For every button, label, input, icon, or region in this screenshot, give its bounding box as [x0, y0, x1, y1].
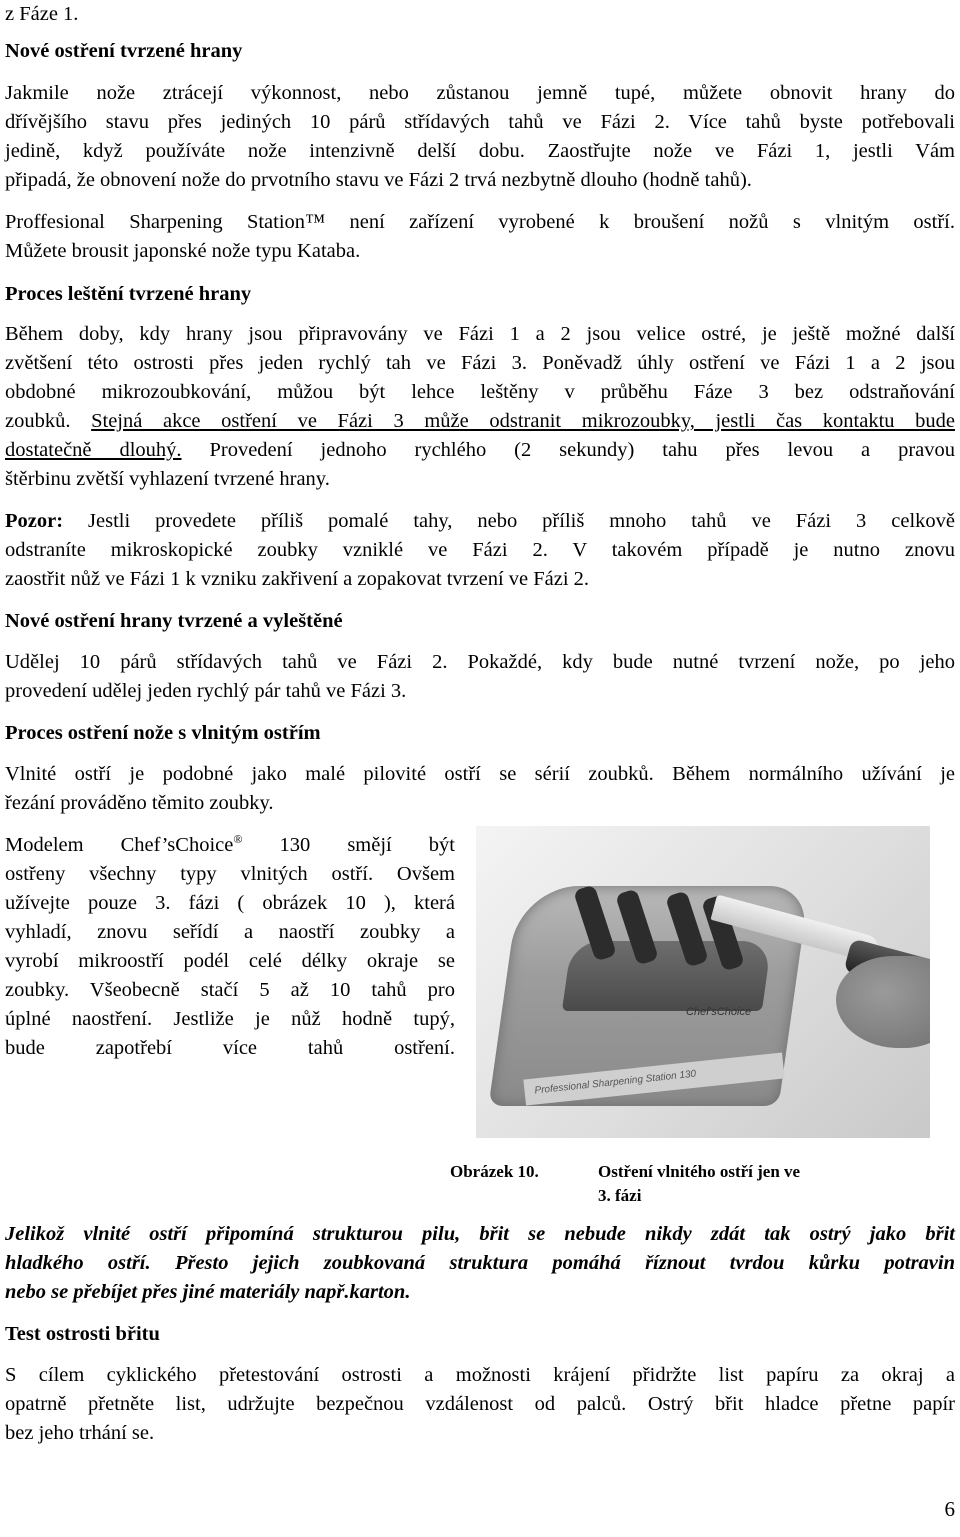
text-line: štěrbinu zvětší vyhlazení tvrzené hrany.: [5, 468, 330, 490]
text-line: [5, 436, 955, 465]
text-line: řezání prováděno těmito zoubky.: [5, 792, 274, 814]
text-line: Udělej 10 párů střídavých tahů ve Fázi 2. Pokaždé, kdy bude nutné tvrzení nože, po jeho: [5, 651, 955, 673]
text-line: obdobné mikrozoubkování, můžou být lehce leštěny v průběhu Fáze 3 bez odstraňování: [5, 381, 955, 403]
text-line: vyhladí, znovu seřídí a naostří zoubky a: [5, 921, 455, 943]
text-line: bez jeho trhání se.: [5, 1422, 155, 1444]
text-line: [5, 407, 955, 436]
text-line: vyrobí mikroostří podél celé délky okraje se: [5, 950, 455, 972]
figure-caption-number: Obrázek 10.: [450, 1162, 539, 1181]
text-line: Můžete brousit japonské nože typu Kataba.: [5, 240, 361, 262]
text-line: S cílem cyklického přetestování ostrosti a možnosti krájení přidržte list papíru za okraj a: [5, 1364, 955, 1386]
text-line: zaostřit nůž ve Fázi 1 k vzniku zakřivení a zopakovat tvrzení ve Fázi 2.: [5, 568, 590, 590]
heading-new-sharpening: Nové ostření tvrzené hrany: [5, 40, 243, 62]
text-line: z Fáze 1.: [5, 3, 79, 25]
text-line: jedině, když používáte nože intenzivně delší dobu. Zaostřujte nože ve Fázi 1, jestli Vám: [5, 140, 955, 162]
text-line: užívejte pouze 3. fázi ( obrázek 10 ), která: [5, 892, 455, 914]
text-line: zoubky. Všeobecně stačí 5 až 10 tahů pro: [5, 979, 455, 1001]
text-segment: Provedení jednoho rychlého (2 sekundy) tahu přes levou a pravou: [181, 439, 955, 461]
underlined-text: Stejná akce ostření ve Fázi 3 může odstranit mikrozoubky, jestli čas kontaktu bude: [91, 410, 955, 432]
text-line: Jelikož vlnité ostří připomíná strukturou pilu, břit se nebude nikdy zdát tak ostrý jako břit: [5, 1223, 955, 1245]
heading-sharpness-test: Test ostrosti břitu: [5, 1323, 160, 1345]
page-number: 6: [944, 1497, 955, 1521]
text-line: Jakmile nože ztrácejí výkonnost, nebo zůstanou jemně tupé, můžete obnovit hrany do: [5, 82, 955, 104]
text-line: provedení udělej jeden rychlý pár tahů ve Fázi 3.: [5, 680, 407, 702]
text-line: připadá, že obnovení nože do prvotního stavu ve Fázi 2 trvá nezbytně dlouho (hodně tahů).: [5, 169, 752, 191]
text-line: dřívějšího stavu přes jediných 10 párů střídavých tahů ve Fázi 2. Více tahů byste potřebovali: [5, 111, 955, 133]
text-line: bude zapotřebí více tahů ostření.: [5, 1037, 455, 1059]
text-segment: Modelem Chef’sChoice: [5, 834, 234, 856]
model-strip: Professional Sharpening Station 130: [523, 1052, 784, 1105]
figure-caption-text: 3. fázi: [598, 1186, 642, 1205]
text-line: [5, 831, 455, 860]
text-line: Proffesional Sharpening Station™ není zařízení vyrobené k broušení nožů s vlnitým ostří.: [5, 211, 955, 233]
text-line: odstraníte mikroskopické zoubky vzniklé ve Fázi 2. V takovém případě je nutno znovu: [5, 539, 955, 561]
text-line: Během doby, kdy hrany jsou připravovány ve Fázi 1 a 2 jsou velice ostré, je ještě možné další: [5, 323, 955, 345]
text-line: nebo se přebíjet přes jiné materiály např.karton.: [5, 1281, 411, 1303]
text-line: [5, 507, 955, 536]
sharpener-photo: [476, 826, 930, 1138]
heading-serrated: Proces ostření nože s vlnitým ostřím: [5, 722, 321, 744]
text-segment: Jestli provedete příliš pomalé tahy, nebo příliš mnoho tahů ve Fázi 3 celkově: [63, 510, 955, 532]
text-line: hladkého ostří. Přesto jejich zoubkovaná struktura pomáhá říznout tvrdou kůrku potravin: [5, 1252, 955, 1274]
text-segment: zoubků.: [5, 410, 92, 432]
text-line: ostřeny všechny typy vlnitých ostří. Ovšem: [5, 863, 455, 885]
brand-label: Chef'sChoice: [686, 1006, 752, 1018]
figure-caption-text: Ostření vlnitého ostří jen ve: [598, 1162, 801, 1181]
text-line: zvětšení této ostrosti přes jeden rychlý tah ve Fázi 3. Poněvadž úhly ostření ve Fázi 1 a 2 jsou: [5, 352, 955, 374]
text-line: úplné naostření. Jestliže je nůž hodně tupý,: [5, 1008, 455, 1030]
registered-mark: ®: [233, 832, 243, 847]
text-line: opatrně přetněte list, udržujte bezpečnou vzdálenost od palců. Ostrý břit hladce přetne papír: [5, 1393, 955, 1415]
warning-label: Pozor:: [5, 510, 64, 532]
heading-hardened-polished: Nové ostření hrany tvrzené a vyleštěné: [5, 610, 343, 632]
underlined-text: dostatečně dlouhý.: [5, 439, 182, 461]
text-line: Vlnité ostří je podobné jako malé pilovité ostří se sérií zoubků. Během normálního užívání je: [5, 763, 955, 785]
text-segment: 130 smějí být: [242, 834, 455, 856]
heading-polishing: Proces leštění tvrzené hrany: [5, 283, 252, 305]
